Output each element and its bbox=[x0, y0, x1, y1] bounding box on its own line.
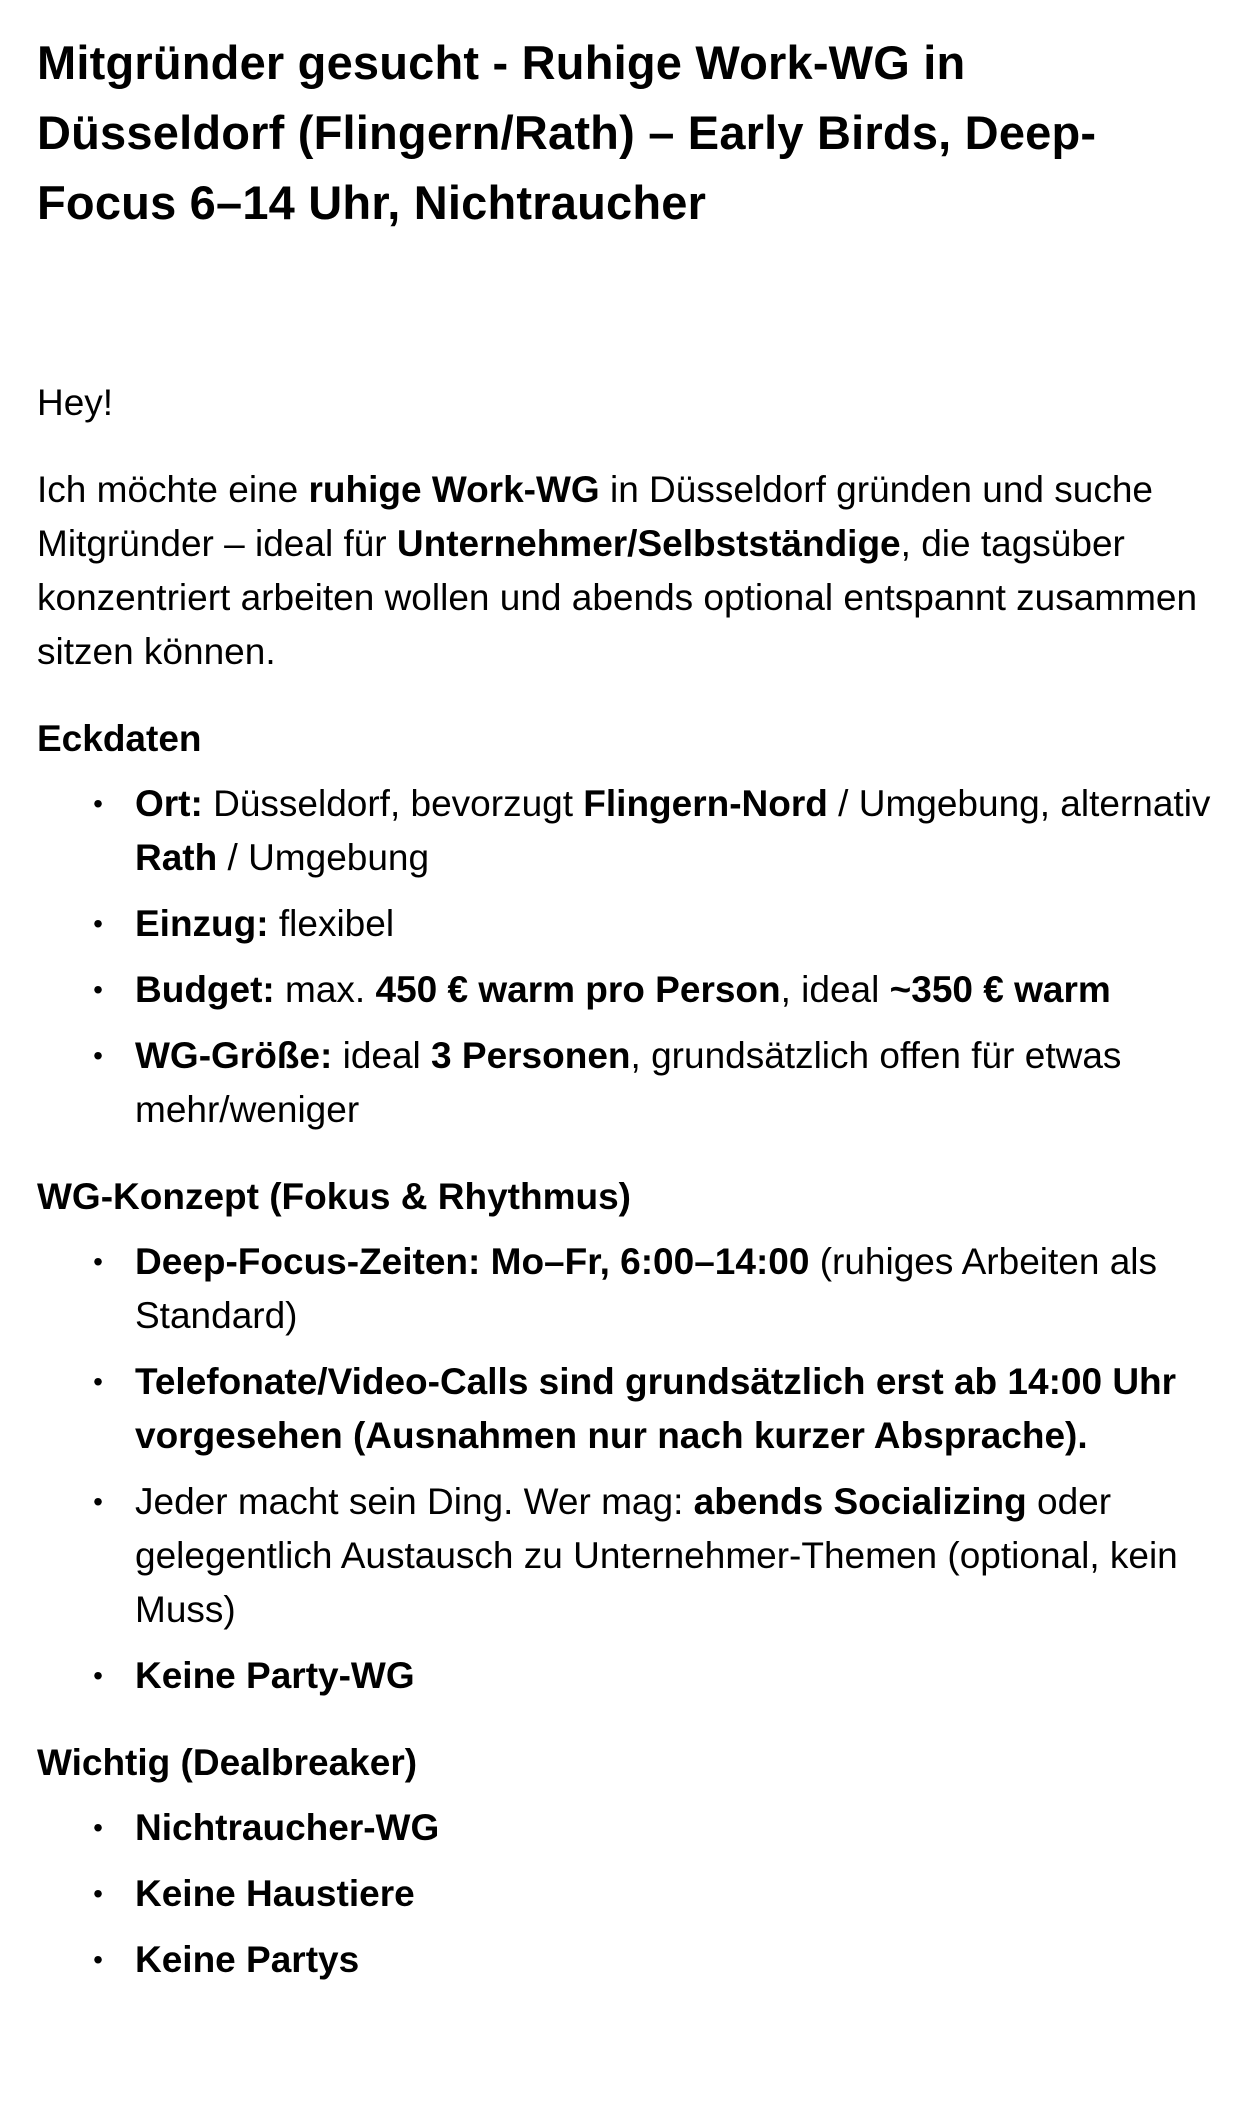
bullet-icon: • bbox=[93, 1486, 103, 1517]
list-item-calls bbox=[37, 1355, 1224, 1463]
budget-text-2: , ideal bbox=[780, 969, 890, 1010]
budget-label: Budget: bbox=[135, 969, 275, 1010]
groesse-text-1: ideal bbox=[332, 1035, 432, 1076]
calls-bold: Telefonate/Video-Calls sind grundsätzlich erst ab 14:00 Uhr vorgesehen (Ausnahmen nur nach kurzer Absprache). bbox=[135, 1361, 1177, 1456]
section-heading-konzept: WG-Konzept (Fokus & Rhythmus) bbox=[37, 1176, 632, 1217]
bullet-icon: • bbox=[93, 1660, 103, 1691]
intro-text-1: Ich möchte eine bbox=[37, 469, 309, 510]
eckdaten-list bbox=[37, 777, 1224, 1137]
bullet-icon: • bbox=[93, 974, 103, 1005]
dealbreaker-text: Keine Partys bbox=[135, 1939, 360, 1980]
section-heading-eckdaten: Eckdaten bbox=[37, 718, 202, 759]
ort-text-2: / Umgebung, alternativ bbox=[827, 783, 1211, 824]
intro-paragraph bbox=[37, 463, 1224, 679]
bullet-icon: • bbox=[93, 788, 103, 819]
ort-text-3: / Umgebung bbox=[217, 837, 430, 878]
list-item-partys bbox=[37, 1933, 1224, 1987]
list-item-budget bbox=[37, 963, 1224, 1017]
bullet-icon: • bbox=[93, 1246, 103, 1277]
ort-label: Ort: bbox=[135, 783, 203, 824]
ort-text-1: Düsseldorf, bevorzugt bbox=[202, 783, 584, 824]
intro-bold-1: ruhige Work-WG bbox=[308, 469, 600, 510]
groesse-bold-1: 3 Personen bbox=[431, 1035, 631, 1076]
list-item-haustiere bbox=[37, 1867, 1224, 1921]
budget-bold-2: ~350 € warm bbox=[889, 969, 1111, 1010]
post-title: Mitgründer gesucht - Ruhige Work-WG in Düsseldorf (Flingern/Rath) – Early Birds, Deep-Focus 6–14 Uhr, Nichtraucher bbox=[37, 36, 1097, 229]
bullet-icon: • bbox=[93, 908, 103, 939]
list-item-deep-focus bbox=[37, 1235, 1224, 1343]
social-text-1: Jeder macht sein Ding. Wer mag: bbox=[135, 1481, 694, 1522]
intro-text-3: , die tagsüber konzentriert arbeiten wollen und abends optional entspannt zusammen sitzen können. bbox=[37, 523, 1198, 672]
section-heading-dealbreaker: Wichtig (Dealbreaker) bbox=[37, 1742, 418, 1783]
intro-bold-2: Unternehmer/Selbstständige bbox=[396, 523, 901, 564]
budget-bold-1: 450 € warm pro Person bbox=[375, 969, 781, 1010]
konzept-list bbox=[37, 1235, 1224, 1703]
party-bold: Keine Party-WG bbox=[135, 1655, 415, 1696]
social-bold: abends Socializing bbox=[693, 1481, 1027, 1522]
focus-bold: Deep-Focus-Zeiten: Mo–Fr, 6:00–14:00 bbox=[135, 1241, 810, 1282]
dealbreaker-text: Nichtraucher-WG bbox=[135, 1807, 440, 1848]
bullet-icon: • bbox=[93, 1366, 103, 1397]
bullet-icon: • bbox=[93, 1878, 103, 1909]
einzug-label: Einzug: bbox=[135, 903, 269, 944]
groesse-text-2: , grundsätzlich offen für etwas mehr/weniger bbox=[135, 1035, 1122, 1130]
einzug-text: flexibel bbox=[268, 903, 395, 944]
bullet-icon: • bbox=[93, 1944, 103, 1975]
greeting-text: Hey! bbox=[37, 382, 114, 423]
bullet-icon: • bbox=[93, 1040, 103, 1071]
social-text-2: oder gelegentlich Austausch zu Unternehmer-Themen (optional, kein Muss) bbox=[135, 1481, 1178, 1630]
dealbreaker-list bbox=[37, 1801, 1224, 1987]
intro-text-2: in Düsseldorf gründen und suche Mitgründer – ideal für bbox=[37, 469, 1153, 564]
list-item-einzug bbox=[37, 897, 1224, 951]
list-item-nichtraucher bbox=[37, 1801, 1224, 1855]
ort-bold-2: Rath bbox=[135, 837, 218, 878]
list-item-no-party bbox=[37, 1649, 1224, 1703]
bullet-icon: • bbox=[93, 1812, 103, 1843]
list-item-wg-groesse bbox=[37, 1029, 1224, 1137]
budget-text-1: max. bbox=[274, 969, 376, 1010]
focus-text: (ruhiges Arbeiten als Standard) bbox=[135, 1241, 1158, 1336]
list-item-socializing bbox=[37, 1475, 1224, 1637]
ort-bold-1: Flingern-Nord bbox=[583, 783, 828, 824]
list-item-ort bbox=[37, 777, 1224, 885]
dealbreaker-text: Keine Haustiere bbox=[135, 1873, 415, 1914]
groesse-label: WG-Größe: bbox=[135, 1035, 333, 1076]
